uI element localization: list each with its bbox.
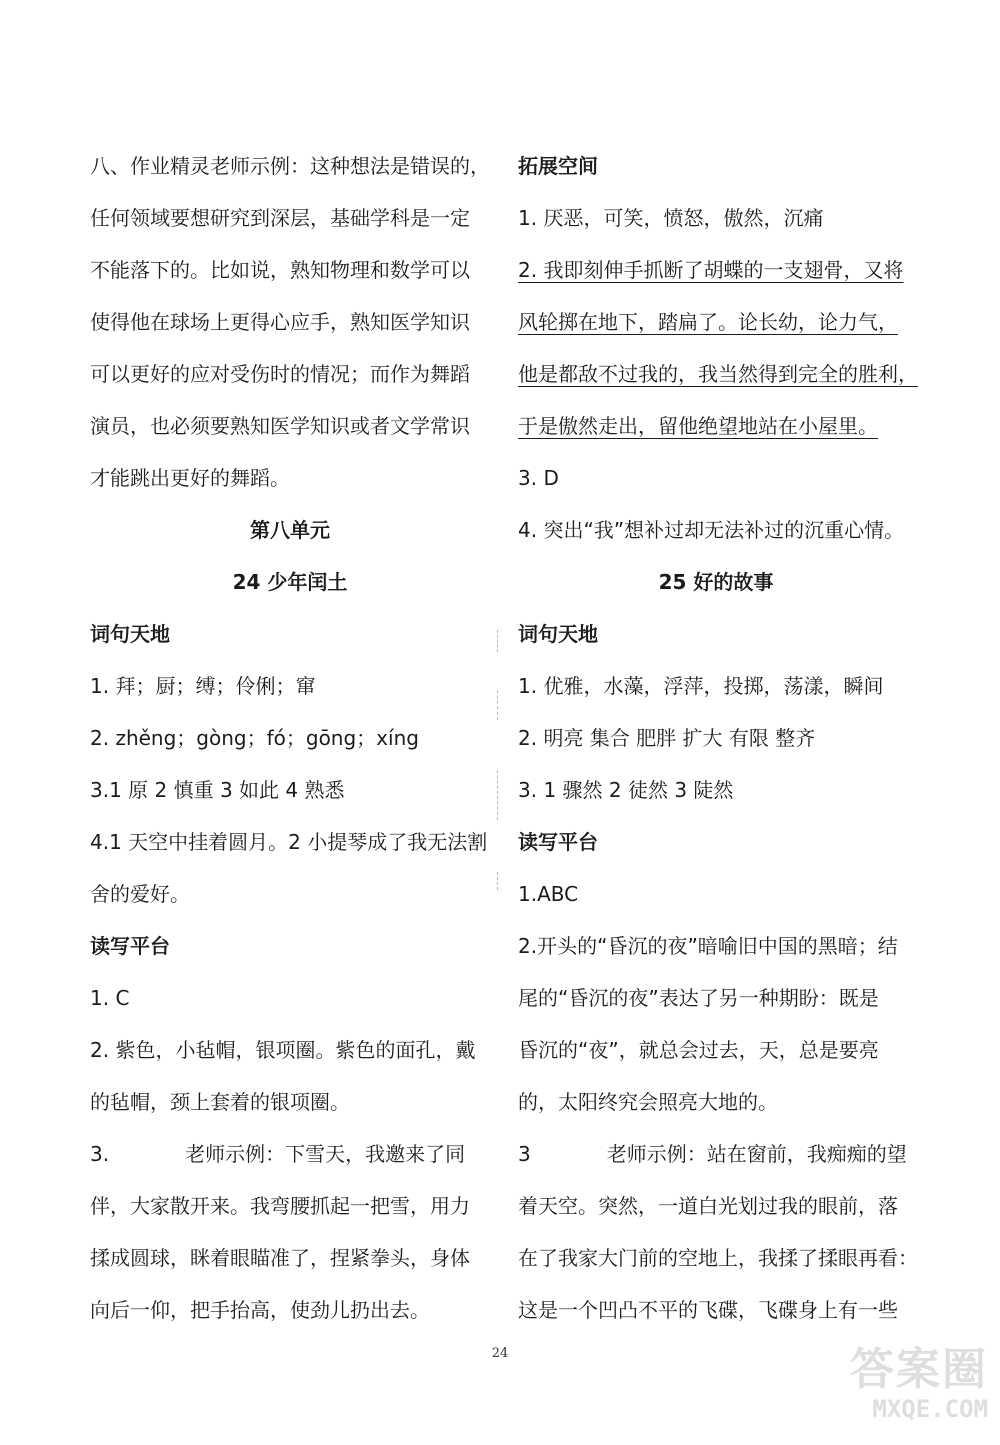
underlined-text: 于是傲然走出，留他绝望地站在小屋里。 [518,414,878,438]
answer-line: 1. C [90,986,130,1010]
essay-line: 不能落下的。比如说，熟知物理和数学可以 [90,258,470,282]
underlined-answer-line [518,296,914,348]
essay-line: 可以更好的应对受伤时的情况；而作为舞蹈 [90,362,470,386]
column-divider [497,770,498,820]
essay-line: 演员，也必须要熟知医学知识或者文学常识 [90,414,470,438]
essay-line: 才能跳出更好的舞蹈。 [90,466,290,490]
answer-line: 舍的爱好。 [90,882,190,906]
answer-line: 3. 1 骤然 2 徒然 3 陡然 [518,778,734,802]
answer-line: 2. 紫色，小毡帽，银项圈。紫色的面孔，戴 [90,1038,476,1062]
column-divider [497,690,498,720]
answer-line: 1. 优雅，水藻，浮萍，投掷，荡漾，瞬间 [518,674,884,698]
essay-line: 任何领域要想研究到深层，基础学科是一定 [90,206,470,230]
watermark-text: 答案圈 [850,1344,988,1395]
answer-line: 的毡帽，颈上套着的银项圈。 [90,1090,350,1114]
section-heading-du-xie: 读写平台 [518,830,598,854]
underlined-text: 风轮掷在地下，踏扁了。论长幼，论力气， [518,310,898,334]
answer-line: 昏沉的“夜”，就总会过去，天，总是要亮 [518,1038,879,1062]
answer-line: 向后一仰，把手抬高，使劲儿扔出去。 [90,1298,430,1322]
answer-line: 3. D [518,466,559,490]
page-number: 24 [491,1346,509,1361]
answer-line: 揉成圆球，眯着眼瞄准了，捏紧拳头，身体 [90,1246,470,1270]
section-heading-ci-ju: 词句天地 [90,622,170,646]
item-3-first-line [90,1128,490,1180]
answer-line: 1. 拜；厨；缚；伶俐；窜 [90,674,316,698]
item-number: 3. [90,1142,110,1166]
lesson-title: 25 好的故事 [658,570,774,594]
underlined-answer-line [518,348,918,400]
answer-line: 1.ABC [518,882,579,906]
answer-line: 1. 厌恶，可笑，愤怒，傲然，沉痛 [518,206,824,230]
underlined-text: 2. 我即刻伸手抓断了胡蝶的一支翅骨，又将 [518,258,904,282]
answer-line: 在了我家大门前的空地上，我揉了揉眼再看： [518,1246,918,1270]
answer-line: 伴，大家散开来。我弯腰抓起一把雪，用力 [90,1194,470,1218]
column-divider [497,872,498,890]
underlined-answer-line [518,244,914,296]
answer-line: 尾的“昏沉的夜”表达了另一种期盼：既是 [518,986,879,1010]
right-column [518,140,918,1336]
answer-line: 4.1 天空中挂着圆月。2 小提琴成了我无法割 [90,830,488,854]
section-heading-tuo-zhan: 拓展空间 [518,154,598,178]
underlined-answer-line [518,400,914,452]
answer-line: 3.1 原 2 慎重 3 如此 4 熟悉 [90,778,345,802]
answer-line: 这是一个凹凸不平的飞碟，飞碟身上有一些 [518,1298,898,1322]
left-column [90,140,490,1336]
answer-line: 2.开头的“昏沉的夜”暗喻旧中国的黑暗；结 [518,934,898,958]
answer-line: 2. 明亮 集合 肥胖 扩大 有限 整齐 [518,726,816,750]
answer-line: 的，太阳终究会照亮大地的。 [518,1090,778,1114]
essay-line: 八、作业精灵老师示例：这种想法是错误的， [90,154,490,178]
item-number: 3 [518,1142,531,1166]
unit-title: 第八单元 [250,518,330,542]
answer-line: 2. zhěng；gòng；fó；gōng；xíng [90,726,419,750]
watermark-logo [816,1345,988,1437]
item-3-first-line [518,1128,914,1180]
lesson-title: 24 少年闰土 [232,570,348,594]
underlined-text: 他是都敌不过我的，我当然得到完全的胜利， [518,362,918,386]
answer-text: 老师示例：站在窗前，我痴痴的望 [606,1142,907,1166]
column-divider [497,630,498,652]
watermark-url: MXQE.COM [872,1395,988,1423]
section-heading-du-xie: 读写平台 [90,934,170,958]
section-heading-ci-ju: 词句天地 [518,622,598,646]
answer-line: 4. 突出“我”想补过却无法补过的沉重心情。 [518,518,905,542]
answer-line: 着天空。突然，一道白光划过我的眼前，落 [518,1194,898,1218]
answer-text: 老师示例：下雪天，我邀来了同 [185,1142,466,1166]
essay-line: 使得他在球场上更得心应手，熟知医学知识 [90,310,470,334]
